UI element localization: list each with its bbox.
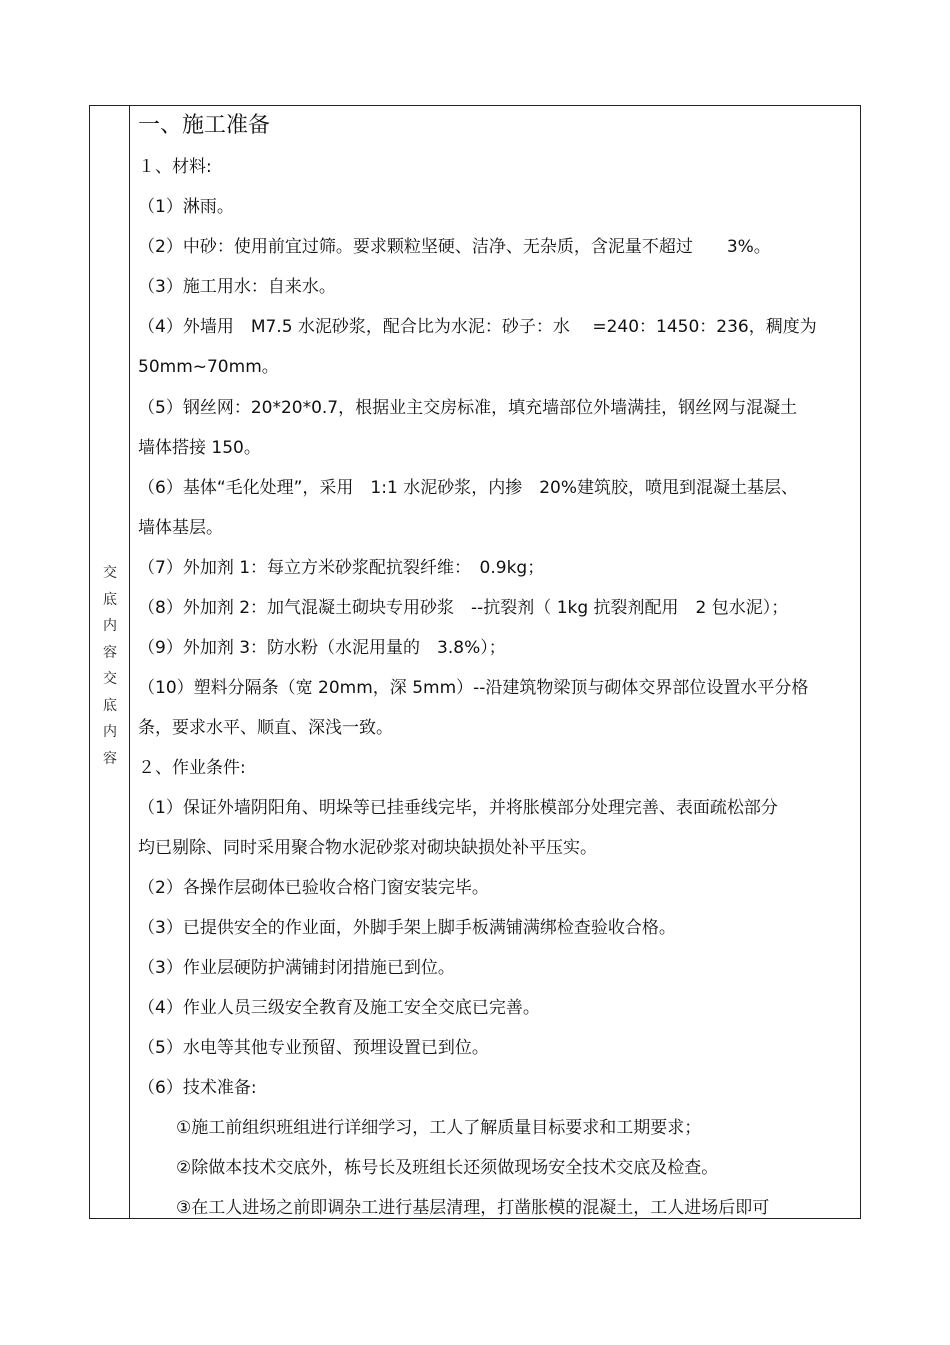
text-line: ③在工人进场之前即调杂工进行基层清理，打凿胀模的混凝土，工人进场后即可 [176,1198,770,1218]
label-char: 容 [103,750,117,767]
disclosure-table [89,105,861,1219]
text-line: （5）水电等其他专业预留、预埋设置已到位。 [138,1038,489,1058]
label-char: 内 [103,724,117,740]
label-column [90,106,130,1218]
text-line: （2）各操作层砌体已验收合格门窗安装完毕。 [138,878,489,898]
content-cell [138,106,853,1218]
text-line: 墙体基层。 [138,518,223,538]
text-line: （2）中砂：使用前宜过筛。要求颗粒坚硬、洁净、无杂质，含泥量不超过 3%。 [138,237,771,257]
section-heading: 一、施工准备 [138,113,271,138]
text-line: 均已剔除、同时采用聚合物水泥砂浆对砌块缺损处补平压实。 [138,838,597,858]
text-line: （1）淋雨。 [138,197,234,217]
subsection-heading: １、材料: [138,157,212,177]
text-line: （10）塑料分隔条（宽 20mm，深 5mm）--沿建筑物梁顶与砌体交界部位设置水平分格 [138,678,809,698]
label-char: 内 [103,618,117,634]
text-line: （3）已提供安全的作业面，外脚手架上脚手板满铺满绑检查验收合格。 [138,918,676,938]
label-char: 底 [103,591,117,608]
subsection-heading: ２、作业条件: [138,758,246,778]
label-char: 交 [103,565,117,581]
text-line: （4）作业人员三级安全教育及施工安全交底已完善。 [138,998,540,1018]
text-line: ①施工前组织班组进行详细学习，工人了解质量目标要求和工期要求； [176,1118,702,1138]
text-line: 条，要求水平、顺直、深浅一致。 [138,718,393,738]
disclosure-content-label [90,560,130,772]
text-line: （5）钢丝网：20*20*0.7，根据业主交房标准，填充墙部位外墙满挂，钢丝网与混凝土 [138,398,798,418]
label-char: 容 [103,644,117,661]
text-line: （1）保证外墙阴阳角、明垛等已挂垂线完毕，并将胀模部分处理完善、表面疏松部分 [138,798,778,818]
text-line: ②除做本技术交底外，栋号长及班组长还须做现场安全技术交底及检查。 [176,1158,719,1178]
text-line: 50mm~70mm。 [138,357,279,377]
text-line: （7）外加剂 1：每立方米砂浆配抗裂纤维： 0.9kg； [138,558,545,578]
text-line: （4）外墙用 M7.5 水泥砂浆，配合比为水泥：砂子：水 =240：1450：236，稠度为 [138,317,817,337]
text-line: （6）技术准备: [138,1078,257,1098]
label-char: 底 [103,697,117,714]
label-char: 交 [103,671,117,687]
text-line: （9）外加剂 3：防水粉（水泥用量的 3.8%）； [138,638,506,658]
text-line: （3）作业层硬防护满铺封闭措施已到位。 [138,958,455,978]
text-line: （8）外加剂 2：加气混凝土砌块专用砂浆 --抗裂剂（ 1kg 抗裂剂配用 2 包水泥）； [138,598,789,618]
text-line: （3）施工用水：自来水。 [138,277,336,297]
text-line: （6）基体“毛化处理”，采用 1:1 水泥砂浆，内掺 20%建筑胶，喷甩到混凝土基层、 [138,478,798,498]
text-line: 墙体搭接 150。 [138,438,261,458]
